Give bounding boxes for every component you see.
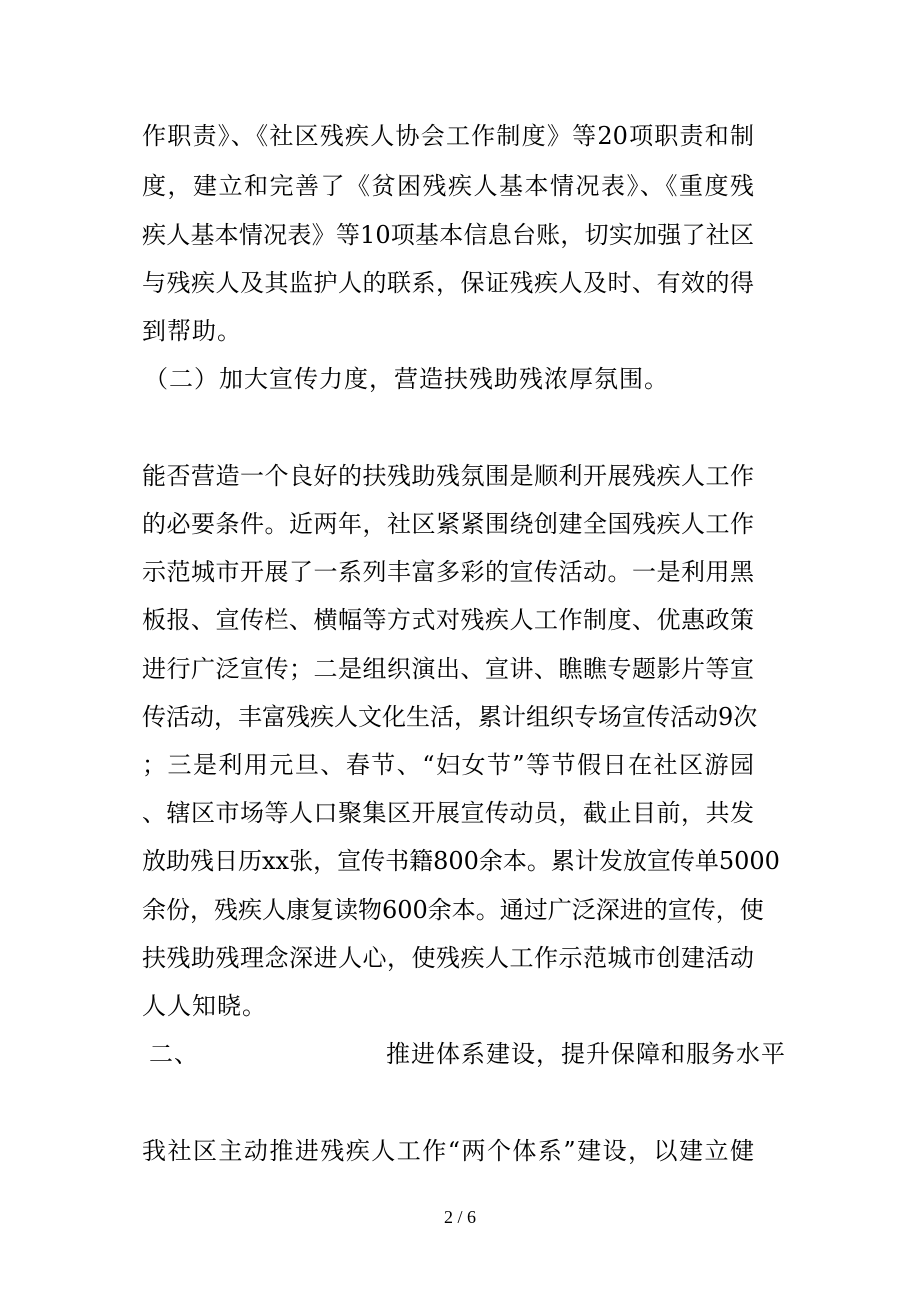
- text-line: 扶残助残理念深进人心，使残疾人工作示范城市创建活动: [142, 944, 754, 972]
- text-line: 进行广泛宣传；二是组织演出、宣讲、瞧瞧专题影片等宣: [142, 655, 754, 683]
- page-number: 2 / 6: [443, 1207, 476, 1227]
- text-line: 能否营造一个良好的扶残助残氛围是顺利开展残疾人工作: [142, 462, 754, 490]
- text-line: 到帮助。: [142, 317, 242, 345]
- section-number: 二、: [149, 1040, 199, 1068]
- text-line: 余份，残疾人康复读物600余本。通过广泛深进的宣传，使: [142, 896, 764, 924]
- text-line: 、辖区市场等人口聚集区开展宣传动员，截止目前，共发: [142, 799, 754, 827]
- text-line: 与残疾人及其监护人的联系，保证残疾人及时、有效的得: [142, 269, 754, 297]
- text-line: 板报、宣传栏、横幅等方式对残疾人工作制度、优惠政策: [142, 606, 754, 634]
- text-line: 示范城市开展了一系列丰富多彩的宣传活动。一是利用黑: [142, 558, 754, 586]
- text-line: ；三是利用元旦、春节、“妇女节”等节假日在社区游园: [142, 751, 754, 779]
- text-line: 传活动，丰富残疾人文化生活，累计组织专场宣传活动9次: [142, 703, 758, 731]
- section-title: 推进体系建设，提升保障和服务水平: [386, 1040, 786, 1068]
- text-line: 度，建立和完善了《贫困残疾人基本情况表》、《重度残: [142, 172, 754, 200]
- text-line: 人人知晓。: [142, 992, 267, 1020]
- text-line: 疾人基本情况表》等10项基本信息台账，切实加强了社区: [142, 221, 754, 249]
- text-line: 作职责》、《社区残疾人协会工作制度》等20项职责和制: [142, 122, 754, 150]
- text-line: 我社区主动推进残疾人工作“两个体系”建设，以建立健: [142, 1137, 754, 1165]
- subheading: （二）加大宣传力度，营造扶残助残浓厚氛围。: [144, 365, 669, 393]
- text-line: 的必要条件。近两年，社区紧紧围绕创建全国残疾人工作: [142, 510, 754, 538]
- text-line: 放助残日历xx张，宣传书籍800余本。累计发放宣传单5000: [142, 847, 780, 875]
